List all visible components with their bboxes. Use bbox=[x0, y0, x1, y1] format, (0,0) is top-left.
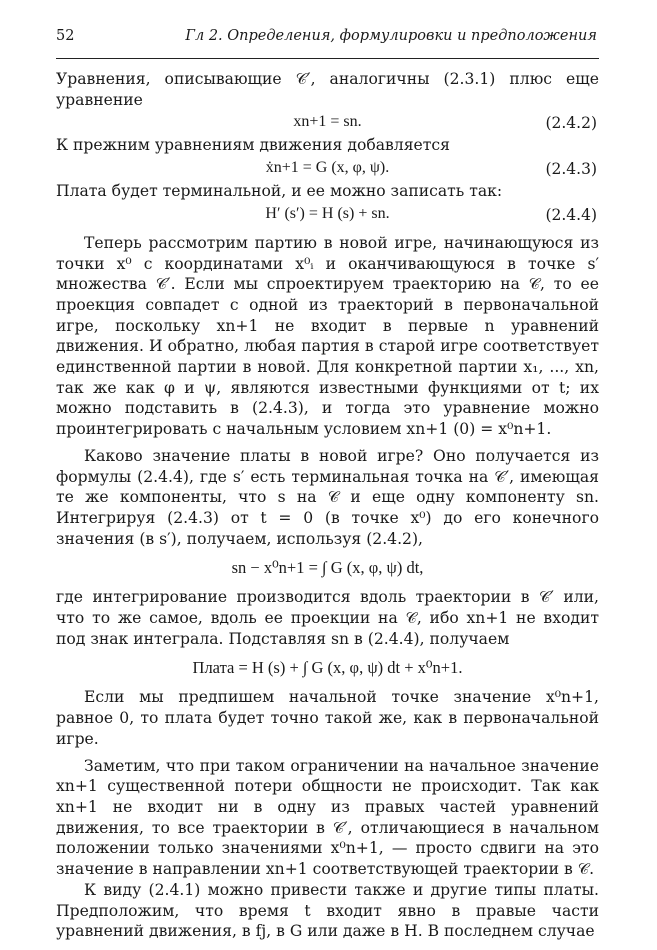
paragraph-1: Уравнения, описывающие 𝒞′, аналогичны (2.3.1) плюс еще уравнение bbox=[56, 70, 599, 109]
equation-integral: sn − x⁰n+1 = ∫ G (x, φ, ψ) dt, bbox=[231, 558, 424, 578]
paragraph-5: Каково значение платы в новой игре? Оно получается из формулы (2.4.4), где s′ есть терминальная точка на 𝒞′, имеющая те же компоненты, что s на 𝒞 и еще одну компоненту sn. Интегрируя (2.4.3) от t = 0 (в точке x⁰) до его конечного значения (в s′), получаем, используя (2.4.2), bbox=[56, 446, 599, 548]
paragraph-4: Теперь рассмотрим партию в новой игре, начинающуюся из точки x⁰ с координатами x⁰ᵢ и оканчивающуюся в точке s′ множества 𝒞′. Если мы спроектируем траекторию на 𝒞, то ее проекция совпадет с одной из траекторий в первоначальной игре, поскольку xn+1 не входит в первые n уравнений движения. И обратно, любая партия в старой игре соответствует единственной партии в новой. Для конкретной партии x₁, ..., xn, так же как φ и ψ, являются известными функциями от t; их можно подставить в (2.4.3), и тогда это уравнение можно проинтегрировать с начальным условием xn+1 (0) = x⁰n+1. bbox=[56, 233, 599, 439]
equation-2-4-4 bbox=[56, 202, 599, 227]
paragraph-7: Если мы предпишем начальной точке значение x⁰n+1, равное 0, то плата будет точно такой же, как в первоначальной игре. bbox=[56, 688, 599, 748]
equation-body: H′ (s′) = H (s) + sn. bbox=[265, 204, 390, 222]
paragraph-8: Заметим, что при таком ограничении на начальное значение xn+1 существенной потери общности не происходит. Так как xn+1 не входит ни в одну из правых частей уравнений движения, то все траектории в 𝒞′, отличающиеся в начальном положении только значениями x⁰n+1, — просто сдвиги на это значение в направлении xn+1 соответствующей траектории в 𝒞. bbox=[56, 756, 599, 879]
equation-payoff: Плата = H (s) + ∫ G (x, φ, ψ) dt + x⁰n+1. bbox=[192, 658, 463, 678]
equation-number: (2.4.4) bbox=[545, 205, 597, 224]
book-page bbox=[56, 28, 599, 942]
equation-number: (2.4.3) bbox=[545, 160, 597, 179]
paragraph-9: К виду (2.4.1) можно привести также и другие типы платы. Предположим, что время t входит явно в правые части уравнений движения, в fj, в G или даже в H. В последнем случае bbox=[56, 880, 599, 941]
equation-body: xn+1 = sn. bbox=[293, 113, 362, 131]
equation-2-4-2 bbox=[56, 110, 599, 135]
equation-2-4-3 bbox=[56, 156, 599, 181]
running-title: Гл 2. Определения, формулировки и предположения bbox=[185, 28, 597, 44]
paragraph-2: К прежним уравнениям движения добавляется bbox=[56, 136, 450, 155]
paragraph-6: где интегрирование производится вдоль траектории в 𝒞′ или, что то же самое, вдоль ее проекции на 𝒞, ибо xn+1 не входит под знак интеграла. Подставляя sn в (2.4.4), получаем bbox=[56, 588, 599, 648]
equation-number: (2.4.2) bbox=[545, 114, 597, 133]
paragraph-3: Плата будет терминальной, и ее можно записать так: bbox=[56, 182, 503, 201]
page-header bbox=[56, 28, 599, 59]
page-number: 52 bbox=[56, 28, 75, 44]
equation-body: ẋn+1 = G (x, φ, ψ). bbox=[265, 159, 390, 177]
